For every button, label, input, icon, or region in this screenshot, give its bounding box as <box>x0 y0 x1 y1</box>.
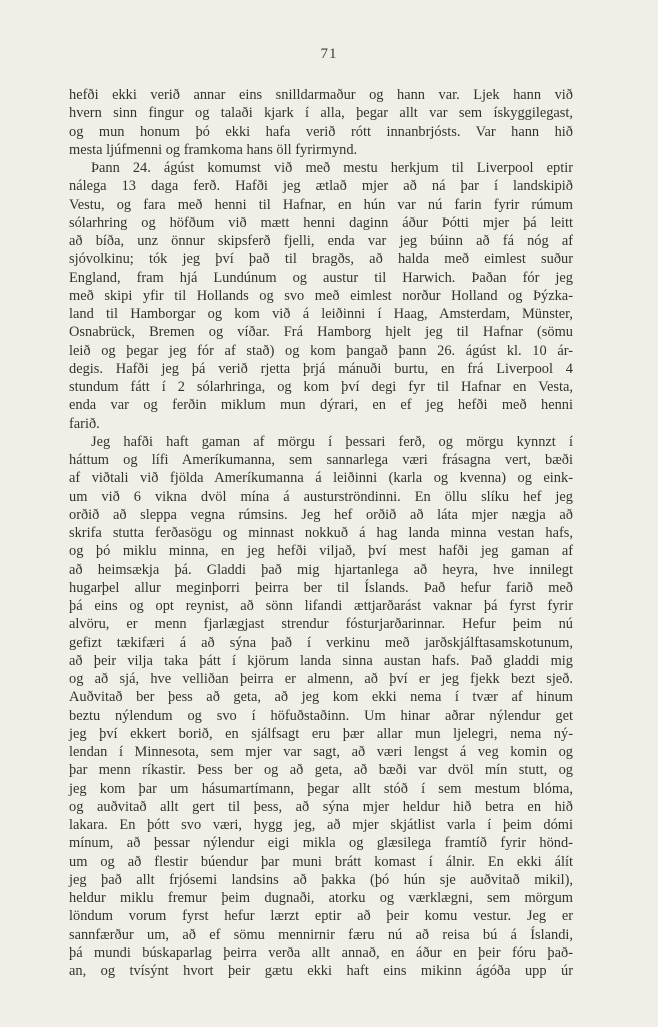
text-line: og að sjá, hve velliðan þeirra er almenn, að því er jeg fjekk bezt sjeð. <box>69 671 573 687</box>
text-line: farið. <box>69 415 100 432</box>
text-line: að þeir vilja taka þátt í kjörum landa sinna austan hafs. Það gladdi mig <box>69 652 573 669</box>
text-line: þar menn ríkastir. Þess ber og að geta, að bæði var dvöl mín stutt, og <box>69 762 573 779</box>
text-line: og þó miklu minna, en jeg hefði viljað, því mest hafði jeg gaman af <box>69 543 573 560</box>
text-line: sjóvolkinu; tók jeg því það til bragðs, að halda með eimlest suður <box>69 251 573 268</box>
text-line: hefði ekki verið annar eins snilldarmaður og hann var. Ljek hann við <box>69 87 573 103</box>
text-line: Vestu, og fara með henni til Hafnar, en hún var nú farin fyrir rúmum <box>69 196 573 213</box>
text-line: Þann 24. ágúst komumst við með mestu herkjum til Liverpool eptir <box>91 160 573 176</box>
text-line: enda var og ferðin miklum mun dýrari, en ef jeg hefði með henni <box>69 397 573 414</box>
text-line: hugarþel allur meginþorri þeirra ber til Íslands. Það hefur farið með <box>69 579 573 596</box>
text-line: hvern sinn fingur og talaði kjark í alla, þegar allt var sem ískyggilegast, <box>69 105 573 122</box>
text-line: af viðtali við fjölda Ameríkumanna á leiðinni (karla og kvenna) og eink- <box>69 470 573 487</box>
text-line: og auðvitað allt gert til þess, að sýna mjer heldur hið betra en hið <box>69 798 573 815</box>
text-line: háttum og lífi Ameríkumanna, sem sannarlega væri frásagna vert, bæði <box>69 452 573 468</box>
text-line: lendan í Minnesota, sem mjer var sagt, að væri lengst á veg komin og <box>69 744 573 760</box>
text-line: jeg kom þar um hásumartímann, þegar allt stóð í sem mestum blóma, <box>69 780 573 797</box>
text-line: með skipi yfir til Hollands og svo með eimlest norður Holland og Þýzka- <box>69 287 573 304</box>
text-line: lakara. En þótt svo væri, hygg jeg, að mjer skjátlist varla í þeim dómi <box>69 817 573 833</box>
text-line: degis. Hafði jeg þá verið rjetta þrjá mánuði burtu, en frá Liverpool 4 <box>69 360 573 377</box>
body-text <box>69 86 573 980</box>
text-line: að bíða, unz önnur skipsferð fjelli, enda var jeg búinn að fá nóg af <box>69 233 573 249</box>
text-line: sannfærður um, að ef sömu mennirnir færu nú að reisa bú á Íslandi, <box>69 926 573 943</box>
text-line: skrifa stutta ferðasögu og minnast nokkuð á hag landa minna vestan hafs, <box>69 525 573 541</box>
text-line: og mun honum þó ekki hafa verið rótt innanbrjósts. Var hann hið <box>69 123 573 140</box>
text-line: nálega 13 daga ferð. Hafði jeg ætlað mjer að ná þar í landskipið <box>69 178 573 195</box>
text-line: jeg því ekkert borið, en sjálfsagt eru þær allar mun ljelegri, nema ný- <box>69 725 573 742</box>
text-line: sólarhring og höfðum við mætt henni daginn áður Þótti mjer þá leitt <box>69 214 573 231</box>
text-line: Jeg hafði haft gaman af mörgu í þessari ferð, og mörgu kynnzt í <box>91 433 573 450</box>
text-line: heldur miklu fremur þeim dugnaði, atorku og værklægni, sem mörgum <box>69 890 573 906</box>
text-line: stundum fátt í 2 sólarhringa, og kom því degi fyr til Hafnar en Vesta, <box>69 379 573 395</box>
text-line: beztu nýlendum og svo í höfuðstaðinn. Um hinar aðrar nýlendur get <box>69 707 573 724</box>
text-line: löndum vorum fyrst hefur lærzt eptir að þeir komu vestur. Jeg er <box>69 908 573 925</box>
page-number: 71 <box>320 46 338 62</box>
text-line: alvöru, er menn fjarlægjast strendur fósturjarðarinnar. Hefur þeim nú <box>69 616 573 633</box>
text-line: Auðvitað ber þess að geta, að jeg kom ekki nema í tvær af hinum <box>69 689 573 706</box>
text-line: orðið að sleppa vegna rúmsins. Jeg hef orðið að láta mjer nægja að <box>69 506 573 523</box>
text-line: leið og þegar jeg fór af stað) og kom þangað þann 26. ágúst kl. 10 ár- <box>69 342 573 359</box>
text-line: um við 6 vikna dvöl mína á austurströndinni. En öllu slíku hef jeg <box>69 488 573 505</box>
text-line: an, og tvísýnt hvort þeir gætu ekki haft eins mikinn ágóða upp úr <box>69 963 573 979</box>
text-line: England, fram hjá Lundúnum og austur til Harwich. Þaðan fór jeg <box>69 269 573 286</box>
text-line: þá eins og opt reynist, að sönn lifandi ættjarðarást vaknar þá fyrst fyrir <box>69 598 573 614</box>
text-line: jeg það allt frjósemi landsins að þakka (þó hún sje auðvitað mikil), <box>69 871 573 888</box>
text-line: um og að flestir búendur þar muni brátt komast í álnir. En ekki álít <box>69 853 573 870</box>
text-line: að heimsækja þá. Gladdi það mig hjartanlega að heyra, hve innilegt <box>69 561 573 578</box>
text-line: Osnabrück, Bremen og víðar. Frá Hamborg hjelt jeg til Hafnar (sömu <box>69 324 573 341</box>
text-line: land til Hamborgar og kom við á leiðinni í Haag, Amsterdam, Münster, <box>69 306 573 322</box>
text-line: mínum, að þessar nýlendur eigi mikla og glæsilega framtíð fyrir hönd- <box>69 835 573 852</box>
text-line: þá mundi búskaparlag þeirra verða allt annað, en áður en þeir fóru það- <box>69 944 573 961</box>
text-line: mesta ljúfmenni og framkoma hans öll fyrirmynd. <box>69 141 358 158</box>
text-line: gefizt tækifæri á að sýna það í verkinu með jarðskjálftasamskotunum, <box>69 634 573 651</box>
